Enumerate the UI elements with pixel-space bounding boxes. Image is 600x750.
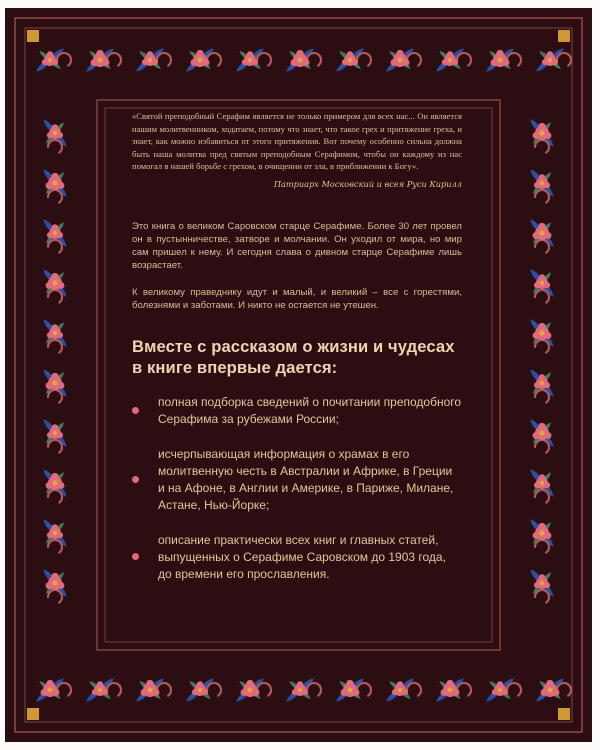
- flower-center-icon: [248, 58, 252, 62]
- scroll-vine-icon: [48, 140, 62, 153]
- flower-petal-icon: [41, 689, 48, 696]
- flower-petal-icon: [539, 274, 546, 281]
- scroll-vine-icon: [535, 540, 549, 553]
- flower-petal-icon: [539, 374, 546, 381]
- flower-petal-icon: [534, 482, 540, 488]
- flower-center-icon: [48, 58, 52, 62]
- flower-petal-icon: [538, 223, 546, 231]
- scroll-vine-icon: [557, 53, 571, 66]
- flower-petal-icon: [544, 282, 550, 288]
- flower-center-icon: [98, 688, 102, 692]
- flower-petal-icon: [533, 532, 540, 539]
- flower-petal-icon: [47, 532, 53, 538]
- flower-petal-icon: [392, 689, 398, 695]
- flower-petal-icon: [391, 59, 398, 66]
- feature-item: [132, 394, 462, 428]
- feature-item: [132, 446, 462, 514]
- flower-petal-icon: [252, 689, 259, 696]
- flower-center-icon: [53, 481, 58, 486]
- scroll-vine-icon: [48, 440, 62, 453]
- flower-petal-icon: [57, 182, 64, 189]
- flower-petal-icon: [46, 582, 53, 589]
- flower-petal-icon: [57, 432, 63, 438]
- flower-petal-icon: [352, 59, 358, 65]
- flower-petal-icon: [402, 59, 409, 66]
- scroll-vine-icon: [535, 190, 549, 203]
- flower-petal-icon: [47, 432, 53, 438]
- scroll-vine-icon: [535, 290, 549, 303]
- flower-center-icon: [148, 688, 153, 693]
- corner-square-icon: [558, 708, 570, 720]
- flower-center-icon: [540, 331, 545, 336]
- flower-petal-icon: [47, 132, 53, 138]
- scroll-vine-icon: [48, 390, 62, 403]
- flower-petal-icon: [502, 689, 508, 695]
- scroll-vine-icon: [457, 53, 471, 66]
- scroll-vine-icon: [107, 683, 121, 696]
- feature-item-text: описание практически всех книг и главных статей, выпущенных о Серафиме Саровском до 1903 года, до времени его прославления.: [158, 533, 446, 582]
- corner-square-icon: [558, 30, 570, 42]
- flower-center-icon: [53, 381, 58, 386]
- flower-petal-icon: [397, 681, 404, 688]
- feature-item: [132, 532, 462, 583]
- scroll-vine-icon: [48, 340, 62, 353]
- flower-petal-icon: [533, 432, 540, 439]
- flower-petal-icon: [496, 50, 504, 58]
- flower-petal-icon: [552, 689, 559, 696]
- flower-petal-icon: [302, 689, 308, 695]
- flower-petal-icon: [52, 324, 59, 331]
- scroll-vine-icon: [207, 683, 221, 696]
- flower-petal-icon: [96, 50, 104, 58]
- flower-petal-icon: [247, 51, 254, 58]
- corner-square-icon: [27, 30, 39, 42]
- flower-petal-icon: [296, 50, 304, 58]
- flower-center-icon: [498, 58, 503, 63]
- flower-center-icon: [53, 231, 57, 235]
- scroll-vine-icon: [257, 53, 271, 66]
- flower-petal-icon: [57, 232, 63, 238]
- flower-center-icon: [540, 581, 544, 585]
- flower-petal-icon: [534, 582, 540, 588]
- scroll-vine-icon: [535, 240, 549, 253]
- flower-petal-icon: [196, 50, 204, 58]
- flower-petal-icon: [57, 382, 64, 389]
- flower-petal-icon: [51, 373, 59, 381]
- flower-petal-icon: [191, 59, 198, 66]
- flower-center-icon: [53, 131, 57, 135]
- flower-petal-icon: [152, 59, 158, 65]
- flower-petal-icon: [533, 232, 540, 239]
- flower-center-icon: [398, 688, 402, 692]
- flower-center-icon: [53, 581, 58, 586]
- flower-petal-icon: [547, 51, 554, 58]
- scroll-vine-icon: [57, 53, 71, 66]
- scroll-vine-icon: [48, 190, 62, 203]
- flower-petal-icon: [46, 382, 53, 389]
- flower-petal-icon: [47, 332, 53, 338]
- flower-petal-icon: [539, 574, 546, 581]
- flower-petal-icon: [52, 59, 58, 65]
- flower-center-icon: [298, 688, 302, 692]
- flower-center-icon: [298, 58, 303, 63]
- flower-petal-icon: [342, 59, 348, 65]
- flower-petal-icon: [492, 689, 498, 695]
- flower-petal-icon: [192, 689, 198, 695]
- flower-petal-icon: [142, 59, 148, 65]
- flower-center-icon: [548, 58, 552, 62]
- flower-petal-icon: [396, 50, 404, 58]
- flower-petal-icon: [57, 482, 64, 489]
- flower-center-icon: [98, 58, 103, 63]
- flower-center-icon: [53, 281, 58, 286]
- flower-petal-icon: [91, 59, 98, 66]
- flower-center-icon: [540, 481, 544, 485]
- flower-petal-icon: [57, 582, 64, 589]
- flower-petal-icon: [202, 689, 208, 695]
- flower-center-icon: [540, 431, 545, 436]
- flower-petal-icon: [52, 424, 59, 431]
- flower-petal-icon: [546, 680, 554, 688]
- flower-petal-icon: [57, 532, 63, 538]
- flower-center-icon: [48, 688, 53, 693]
- flower-petal-icon: [452, 59, 458, 65]
- flower-petal-icon: [533, 132, 540, 139]
- quote-author: Патриарх Московский и всея Руси Кирилл: [273, 178, 462, 189]
- flower-petal-icon: [539, 174, 546, 181]
- flower-petal-icon: [46, 282, 53, 289]
- flower-petal-icon: [57, 332, 63, 338]
- flower-petal-icon: [46, 482, 53, 489]
- flower-petal-icon: [241, 689, 248, 696]
- flower-petal-icon: [147, 51, 154, 58]
- scroll-vine-icon: [535, 440, 549, 453]
- flower-center-icon: [198, 58, 203, 63]
- flower-petal-icon: [51, 173, 59, 181]
- flower-center-icon: [448, 58, 452, 62]
- patriarch-quote: «Святой преподобный Серафим является не только примером для всех нас... Он является нашим молитвенником, ходатаем, потому что знает, что такое грех и притяжение греха, и знает, как можно избавиться от этого притяжения. Вот почему особенно сильна должна быть наша молитва пред святым преподобным Серафимом, чтобы он каждому из нас помогал в нашей борьбе с грехом, в очищении от зла, в приближении к Богу».: [132, 111, 462, 171]
- flower-petal-icon: [146, 680, 154, 688]
- flower-petal-icon: [347, 51, 354, 58]
- flower-center-icon: [540, 131, 545, 136]
- flower-petal-icon: [197, 681, 204, 688]
- flower-center-icon: [348, 58, 352, 62]
- flower-petal-icon: [352, 689, 359, 696]
- flower-petal-icon: [544, 432, 551, 439]
- scroll-vine-icon: [48, 290, 62, 303]
- flower-petal-icon: [497, 681, 504, 688]
- flower-petal-icon: [534, 382, 540, 388]
- flower-petal-icon: [47, 51, 54, 58]
- flower-petal-icon: [544, 332, 551, 339]
- scroll-vine-icon: [48, 590, 62, 603]
- flower-petal-icon: [92, 689, 98, 695]
- flower-petal-icon: [446, 680, 454, 688]
- flower-petal-icon: [292, 689, 298, 695]
- bullet-dot-icon: [132, 553, 139, 560]
- description-paragraph-1: Это книга о великом Саровском старце Серафиме. Более 30 лет провел он в пустынничестве, затворе и молчании. Он уходил от мира, но мир сам пришел к нему. И сегодня слава о дивном старце Серафиме лишь возрастает.: [132, 220, 462, 272]
- flower-petal-icon: [442, 59, 448, 65]
- scroll-vine-icon: [535, 340, 549, 353]
- flower-center-icon: [198, 688, 202, 692]
- flower-petal-icon: [452, 689, 459, 696]
- flower-petal-icon: [57, 132, 63, 138]
- flower-petal-icon: [491, 59, 498, 66]
- ornamental-panel: [5, 8, 592, 742]
- flower-petal-icon: [538, 423, 546, 431]
- scroll-vine-icon: [535, 590, 549, 603]
- scroll-vine-icon: [307, 683, 321, 696]
- flower-petal-icon: [538, 523, 546, 531]
- flower-petal-icon: [202, 59, 209, 66]
- flower-petal-icon: [47, 232, 53, 238]
- feature-item-text: исчерпывающая информация о храмах в его молитвенную честь в Австралии и Африке, в Греции и на Афоне, в Англии и Америке, в Париже, Милане, Астане, Нью-Йорке;: [158, 447, 454, 513]
- flower-petal-icon: [534, 182, 540, 188]
- flower-petal-icon: [552, 59, 558, 65]
- flower-petal-icon: [52, 224, 59, 231]
- flower-petal-icon: [291, 59, 298, 66]
- flower-petal-icon: [52, 689, 59, 696]
- flower-center-icon: [540, 381, 544, 385]
- flower-center-icon: [53, 181, 58, 186]
- flower-petal-icon: [341, 689, 348, 696]
- flower-petal-icon: [252, 59, 258, 65]
- flower-petal-icon: [542, 59, 548, 65]
- flower-petal-icon: [42, 59, 48, 65]
- flower-center-icon: [398, 58, 403, 63]
- flower-petal-icon: [246, 680, 254, 688]
- flower-petal-icon: [544, 232, 551, 239]
- flower-petal-icon: [242, 59, 248, 65]
- flower-petal-icon: [544, 182, 550, 188]
- description-paragraph-2: К великому праведнику идут и малый, и великий – все с горестями, болезнями и заботами. И никто не остается не утешен.: [132, 286, 462, 311]
- flower-petal-icon: [302, 59, 309, 66]
- flower-center-icon: [148, 58, 152, 62]
- flower-center-icon: [540, 181, 544, 185]
- scroll-vine-icon: [157, 53, 171, 66]
- flower-petal-icon: [544, 582, 550, 588]
- flower-petal-icon: [544, 532, 551, 539]
- flower-petal-icon: [51, 573, 59, 581]
- flower-center-icon: [53, 531, 57, 535]
- flower-petal-icon: [534, 282, 540, 288]
- flower-petal-icon: [51, 473, 59, 481]
- scroll-vine-icon: [48, 490, 62, 503]
- flower-center-icon: [540, 531, 545, 536]
- scroll-vine-icon: [357, 53, 371, 66]
- flower-center-icon: [53, 331, 57, 335]
- flower-petal-icon: [297, 681, 304, 688]
- flower-center-icon: [540, 231, 545, 236]
- flower-petal-icon: [539, 474, 546, 481]
- flower-petal-icon: [102, 689, 108, 695]
- flower-petal-icon: [52, 124, 59, 131]
- flower-petal-icon: [544, 482, 550, 488]
- flower-center-icon: [498, 688, 502, 692]
- bullet-dot-icon: [132, 476, 139, 483]
- cover-text-block: [132, 110, 462, 601]
- flower-petal-icon: [447, 51, 454, 58]
- scroll-vine-icon: [535, 490, 549, 503]
- flower-center-icon: [548, 688, 553, 693]
- flower-petal-icon: [52, 524, 59, 531]
- corner-square-icon: [27, 708, 39, 720]
- flower-petal-icon: [544, 382, 550, 388]
- scroll-vine-icon: [507, 683, 521, 696]
- flower-petal-icon: [538, 323, 546, 331]
- flower-center-icon: [348, 688, 353, 693]
- scroll-vine-icon: [48, 540, 62, 553]
- flower-petal-icon: [152, 689, 159, 696]
- flower-petal-icon: [441, 689, 448, 696]
- flower-petal-icon: [402, 689, 408, 695]
- scroll-vine-icon: [407, 683, 421, 696]
- scroll-vine-icon: [535, 140, 549, 153]
- flower-petal-icon: [502, 59, 509, 66]
- flower-petal-icon: [46, 680, 54, 688]
- flower-center-icon: [248, 688, 253, 693]
- scroll-vine-icon: [535, 390, 549, 403]
- flower-center-icon: [448, 688, 453, 693]
- flower-petal-icon: [141, 689, 148, 696]
- flower-petal-icon: [346, 680, 354, 688]
- flower-center-icon: [540, 281, 544, 285]
- flower-petal-icon: [544, 132, 551, 139]
- flower-petal-icon: [541, 689, 548, 696]
- flower-petal-icon: [57, 282, 64, 289]
- flower-petal-icon: [102, 59, 109, 66]
- book-features-heading: Вместе с рассказом о жизни и чудесах в книге впервые дается:: [132, 337, 455, 377]
- feature-item-text: полная подборка сведений о почитании преподобного Серафима за рубежами России;: [158, 395, 462, 427]
- flower-center-icon: [53, 431, 57, 435]
- book-features-list: [132, 394, 462, 583]
- scroll-vine-icon: [48, 240, 62, 253]
- flower-petal-icon: [533, 332, 540, 339]
- flower-petal-icon: [46, 182, 53, 189]
- flower-petal-icon: [538, 123, 546, 131]
- bullet-dot-icon: [132, 407, 139, 414]
- flower-petal-icon: [51, 273, 59, 281]
- flower-petal-icon: [97, 681, 104, 688]
